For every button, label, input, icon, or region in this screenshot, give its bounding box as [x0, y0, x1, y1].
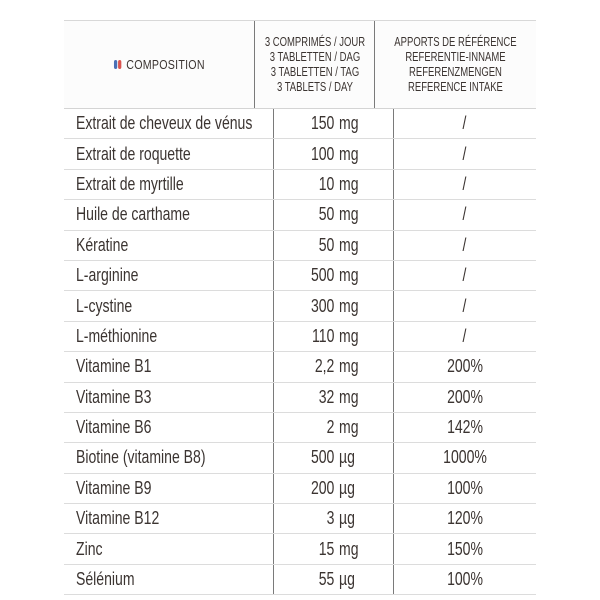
ingredient-cell: [64, 109, 274, 138]
dose-line: 3 TABLETTEN / TAG: [270, 64, 359, 79]
dose-line: 3 TABLETTEN / DAG: [269, 49, 360, 64]
reference-value: 100%: [447, 569, 483, 590]
amount-cell: [274, 261, 394, 290]
dose-line: 3 TABLETS / DAY: [276, 79, 353, 94]
ingredient-cell: [64, 504, 274, 533]
ingredient-cell: [64, 534, 274, 563]
reference-cell: [394, 534, 536, 563]
amount-unit: mg: [339, 386, 359, 407]
table-row: [64, 170, 536, 200]
amount-value: 15: [318, 538, 335, 559]
ingredient-name: Extrait de roquette: [76, 143, 191, 164]
amount-cell: [274, 109, 394, 138]
ingredient-cell: [64, 231, 274, 260]
amount-cell: [274, 200, 394, 229]
ref-line: REFERENTIE-INNAME: [405, 49, 506, 64]
reference-value: 142%: [447, 417, 483, 438]
table-row: [64, 534, 536, 564]
composition-table: [64, 20, 536, 595]
ingredient-name: Sélénium: [76, 569, 135, 590]
ingredient-cell: [64, 443, 274, 472]
reference-cell: [394, 383, 536, 412]
ingredient-cell: [64, 139, 274, 168]
amount-value: 150: [310, 113, 335, 134]
amount-value: 50: [318, 204, 335, 225]
french-flag-icon: [114, 60, 121, 69]
ingredient-name: Biotine (vitamine B8): [76, 447, 206, 468]
amount-value: 55: [318, 569, 335, 590]
table-row: [64, 200, 536, 230]
amount-cell: [274, 291, 394, 320]
amount-unit: mg: [339, 325, 359, 346]
amount-value: 2: [326, 417, 335, 438]
reference-cell: [394, 504, 536, 533]
header-dose-cell: [255, 21, 375, 108]
table-body: [64, 109, 536, 595]
reference-value: /: [463, 113, 467, 134]
amount-cell: [274, 383, 394, 412]
table-header: [64, 21, 536, 109]
reference-cell: [394, 474, 536, 503]
ref-line: REFERENCE INTAKE: [408, 79, 503, 94]
reference-cell: [394, 443, 536, 472]
amount-cell: [274, 170, 394, 199]
ingredient-cell: [64, 565, 274, 594]
ingredient-cell: [64, 200, 274, 229]
amount-unit: mg: [339, 113, 359, 134]
amount-unit: µg: [339, 477, 355, 498]
amount-cell: [274, 352, 394, 381]
ingredient-cell: [64, 383, 274, 412]
amount-value: 32: [318, 386, 335, 407]
reference-cell: [394, 170, 536, 199]
reference-cell: [394, 109, 536, 138]
amount-cell: [274, 322, 394, 351]
amount-cell: [274, 231, 394, 260]
amount-unit: mg: [339, 234, 359, 255]
ingredient-cell: [64, 474, 274, 503]
reference-value: 200%: [447, 356, 483, 377]
amount-cell: [274, 504, 394, 533]
reference-value: /: [463, 295, 467, 316]
amount-unit: mg: [339, 173, 359, 194]
amount-cell: [274, 565, 394, 594]
table-row: [64, 443, 536, 473]
amount-value: 200: [310, 477, 335, 498]
ingredient-name: L-cystine: [76, 295, 133, 316]
amount-cell: [274, 443, 394, 472]
table-row: [64, 322, 536, 352]
ingredient-name: Extrait de myrtille: [76, 173, 184, 194]
dose-line: 3 COMPRIMÉS / JOUR: [264, 34, 365, 49]
ref-line: APPORTS DE RÉFÉRENCE: [394, 34, 517, 49]
ref-line: REFERENZMENGEN: [409, 64, 502, 79]
table-row: [64, 565, 536, 595]
reference-value: /: [463, 265, 467, 286]
reference-value: 100%: [447, 477, 483, 498]
amount-unit: mg: [339, 204, 359, 225]
header-reference-cell: [375, 21, 536, 108]
composition-label: COMPOSITION: [125, 57, 205, 72]
amount-unit: mg: [339, 538, 359, 559]
amount-cell: [274, 474, 394, 503]
amount-unit: µg: [339, 569, 355, 590]
ingredient-name: Vitamine B1: [76, 356, 152, 377]
reference-cell: [394, 231, 536, 260]
reference-value: 120%: [447, 508, 483, 529]
amount-unit: µg: [339, 447, 355, 468]
ingredient-name: Kératine: [76, 234, 129, 255]
ingredient-name: Zinc: [76, 538, 103, 559]
amount-value: 50: [318, 234, 335, 255]
ingredient-cell: [64, 291, 274, 320]
ingredient-name: Vitamine B6: [76, 417, 152, 438]
amount-value: 10: [318, 173, 335, 194]
ingredient-name: Vitamine B3: [76, 386, 152, 407]
ingredient-name: L-méthionine: [76, 325, 158, 346]
amount-cell: [274, 139, 394, 168]
ingredient-name: Vitamine B12: [76, 508, 160, 529]
reference-value: 1000%: [443, 447, 487, 468]
amount-value: 110: [311, 325, 335, 346]
ingredient-cell: [64, 170, 274, 199]
amount-unit: mg: [339, 143, 359, 164]
amount-unit: mg: [339, 356, 359, 377]
amount-cell: [274, 413, 394, 442]
amount-value: 500: [310, 447, 335, 468]
reference-cell: [394, 200, 536, 229]
ingredient-cell: [64, 261, 274, 290]
amount-value: 100: [310, 143, 335, 164]
amount-unit: µg: [339, 508, 355, 529]
reference-value: 200%: [447, 386, 483, 407]
table-row: [64, 352, 536, 382]
ingredient-name: Vitamine B9: [76, 477, 152, 498]
ingredient-cell: [64, 352, 274, 381]
header-composition-cell: [64, 21, 255, 108]
table-row: [64, 231, 536, 261]
table-row: [64, 383, 536, 413]
reference-cell: [394, 139, 536, 168]
table-row: [64, 109, 536, 139]
reference-cell: [394, 413, 536, 442]
reference-value: /: [463, 204, 467, 225]
amount-unit: mg: [339, 265, 359, 286]
amount-cell: [274, 534, 394, 563]
reference-cell: [394, 322, 536, 351]
table-row: [64, 291, 536, 321]
reference-value: /: [463, 173, 467, 194]
amount-value: 300: [310, 295, 335, 316]
amount-value: 500: [310, 265, 335, 286]
amount-value: 3: [326, 508, 335, 529]
amount-unit: mg: [339, 417, 359, 438]
reference-value: 150%: [447, 538, 483, 559]
reference-value: /: [463, 234, 467, 255]
table-row: [64, 261, 536, 291]
ingredient-cell: [64, 322, 274, 351]
reference-cell: [394, 565, 536, 594]
reference-value: /: [463, 143, 467, 164]
reference-value: /: [463, 325, 467, 346]
ingredient-cell: [64, 413, 274, 442]
table-row: [64, 413, 536, 443]
reference-cell: [394, 261, 536, 290]
table-row: [64, 504, 536, 534]
reference-cell: [394, 352, 536, 381]
amount-unit: mg: [339, 295, 359, 316]
ingredient-name: L-arginine: [76, 265, 139, 286]
ingredient-name: Extrait de cheveux de vénus: [76, 113, 253, 134]
amount-value: 2,2: [314, 356, 335, 377]
ingredient-name: Huile de carthame: [76, 204, 190, 225]
table-row: [64, 139, 536, 169]
reference-cell: [394, 291, 536, 320]
table-row: [64, 474, 536, 504]
